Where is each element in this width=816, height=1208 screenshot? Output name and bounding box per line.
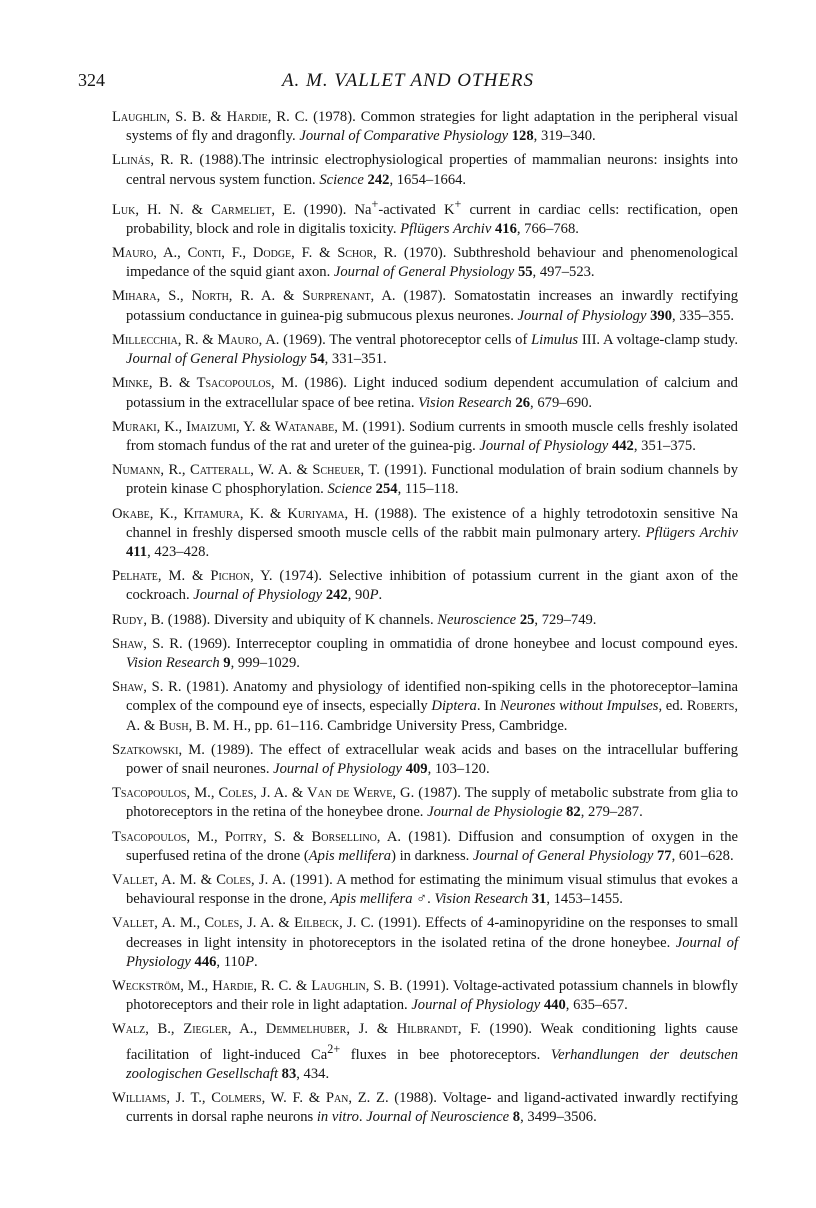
ref-volume: 83 xyxy=(281,1065,297,1082)
ref-volume: 442 xyxy=(611,437,634,454)
ref-volume: 242 xyxy=(367,171,390,188)
ref-text: (1969). Interreceptor coupling in ommatidia of drone honeybee and locust compound eyes. xyxy=(182,635,738,652)
ref-authors: Szatkowski, M. xyxy=(112,741,205,758)
ref-text: (1991). Sodium currents in smooth muscle cells freshly isolated from stomach fundus of the rat and ureter of the guinea-pig. xyxy=(126,418,738,454)
ref-volume: 409 xyxy=(405,760,428,777)
page-number: 324 xyxy=(78,70,105,90)
ref-text: (1974). Selective inhibition of potassium current in the giant axon of the cockroach. xyxy=(126,568,738,604)
ref-authors: Roberts, A. & Bush, B. M. H. xyxy=(126,698,738,734)
ref-volume: 416 xyxy=(494,220,517,237)
ref-authors: Laughlin, S. B. & Hardie, R. C. xyxy=(112,109,309,125)
ref-text: , 601–628. xyxy=(671,847,734,864)
ref-text: , 434. xyxy=(296,1065,330,1082)
reference-entry xyxy=(112,151,738,189)
ref-authors: Mihara, S., North, R. A. & Surprenant, A. xyxy=(112,288,396,305)
reference-entry xyxy=(112,108,738,146)
ref-text: fluxes in bee photoreceptors. xyxy=(340,1046,551,1063)
reference-entry xyxy=(112,871,738,909)
ref-superscript: 2+ xyxy=(327,1041,341,1056)
ref-text: , 103–120. xyxy=(427,760,490,777)
ref-text: , 635–657. xyxy=(565,997,628,1014)
ref-journal: Vision Research xyxy=(434,891,529,908)
ref-italic: Limulus xyxy=(531,331,579,348)
ref-text: , 351–375. xyxy=(633,437,696,454)
ref-text: (1978). Common strategies for light adaptation in the peripheral visual systems of fly and dragonfly. xyxy=(126,109,738,145)
ref-text: , pp. 61–116. Cambridge University Press, Cambridge. xyxy=(247,717,568,734)
ref-text: , 335–355. xyxy=(671,307,735,324)
reference-entry xyxy=(112,195,738,239)
reference-entry xyxy=(112,1020,738,1083)
ref-text: III. A voltage-clamp study. xyxy=(578,331,739,348)
ref-volume: 8 xyxy=(512,1109,521,1126)
ref-journal: Journal of General Physiology xyxy=(333,264,515,281)
reference-entry xyxy=(112,244,738,282)
ref-journal: Journal of Physiology xyxy=(479,437,609,454)
ref-volume: 242 xyxy=(325,587,348,604)
ref-authors: Vallet, A. M. & Coles, J. A. xyxy=(112,871,286,888)
ref-authors: Llinás, R. R. xyxy=(112,152,194,169)
ref-volume: 26 xyxy=(515,394,531,411)
ref-authors: Tsacopoulos, M., Poitry, S. & Borsellino, A. xyxy=(112,828,402,845)
ref-superscript: + xyxy=(371,196,379,211)
ref-text: (1988). The existence of a highly tetrodotoxin sensitive Na channel in freshly dispersed smooth muscle cells of the rabbit main pulmonary artery. xyxy=(126,505,738,541)
ref-text: (1981). Anatomy and physiology of identified non-spiking cells in the photoreceptor–lamina complex of the compound eye of insects, especially xyxy=(126,679,739,715)
ref-volume: 411 xyxy=(126,543,148,560)
ref-journal: Pflügers Archiv xyxy=(400,220,492,237)
ref-volume: 82 xyxy=(566,804,581,821)
ref-volume: 31 xyxy=(531,891,547,908)
ref-text: (1987). Somatostatin increases an inwardly rectifying potassium conductance in guinea-pig submucous plexus neurones. xyxy=(126,288,738,324)
ref-authors: Okabe, K., Kitamura, K. & Kuriyama, H. xyxy=(112,505,369,522)
ref-journal: Pflügers Archiv xyxy=(645,524,738,541)
ref-volume: 390 xyxy=(650,307,672,324)
ref-volume: 446 xyxy=(194,953,217,970)
ref-authors: Shaw, S. R. xyxy=(112,635,183,652)
ref-text: , 729–749. xyxy=(534,611,597,628)
ref-authors: Rudy, B. xyxy=(112,611,165,628)
ref-italic: in vitro xyxy=(316,1109,359,1126)
ref-volume: 128 xyxy=(511,128,534,145)
ref-text: ) in darkness. xyxy=(391,847,473,864)
ref-text: , 999–1029. xyxy=(230,654,300,671)
ref-text: , 90 xyxy=(347,587,370,604)
ref-text: (1990). Weak conditioning lights cause facilitation of light-induced Ca xyxy=(126,1021,739,1063)
ref-superscript: + xyxy=(454,196,462,211)
ref-journal: Verhandlungen der deutschen zoologischen Gesellschaft xyxy=(126,1046,739,1082)
ref-journal: Journal of Physiology xyxy=(193,587,323,604)
ref-italic: Apis mellifera ♂ xyxy=(330,891,428,908)
ref-authors: Tsacopoulos, M., Coles, J. A. & Van de Werve, G. xyxy=(112,785,415,802)
ref-journal: Journal of General Physiology xyxy=(472,847,654,864)
ref-authors: Millecchia, R. & Mauro, A. xyxy=(112,331,280,348)
ref-authors: Muraki, K., Imaizumi, Y. & Watanabe, M. xyxy=(112,418,359,435)
ref-authors: Pelhate, M. & Pichon, Y. xyxy=(112,568,273,585)
ref-text: (1991). Voltage-activated potassium channels in blowfly photoreceptors and their role in light adaptation. xyxy=(126,977,738,1014)
ref-journal: Journal of Neuroscience xyxy=(366,1109,510,1126)
reference-entry xyxy=(112,374,738,412)
ref-text: , 3499–3506. xyxy=(520,1109,597,1126)
ref-volume: 254 xyxy=(375,481,398,498)
ref-text: . xyxy=(358,1109,367,1126)
reference-entry xyxy=(112,635,738,673)
ref-journal: Journal of Physiology xyxy=(411,997,541,1014)
ref-italic: P xyxy=(369,587,379,604)
ref-text: (1986). Light induced sodium dependent accumulation of calcium and potassium in the extracellular space of bee retina. xyxy=(126,375,738,411)
ref-text: . xyxy=(378,587,383,604)
ref-volume: 440 xyxy=(543,997,566,1014)
reference-entry xyxy=(112,567,738,605)
running-head: A. M. VALLET AND OTHERS xyxy=(281,70,535,91)
ref-text: current in cardiac cells: rectification, open probability, block and role in digitalis toxicity. xyxy=(126,201,739,237)
ref-text: , 279–287. xyxy=(580,804,643,821)
ref-journal: Journal of Physiology xyxy=(126,934,739,970)
ref-journal: Science xyxy=(327,481,373,498)
ref-text: , 766–768. xyxy=(516,220,579,237)
ref-text: (1989). The effect of extracellular weak acids and bases on the intracellular buffering power of snail neurones. xyxy=(126,741,738,777)
reference-entry xyxy=(112,741,738,779)
reference-entry xyxy=(112,287,738,325)
reference-entry xyxy=(112,784,738,822)
ref-text: (1991). Functional modulation of brain sodium channels by protein kinase C phosphorylation. xyxy=(126,462,738,498)
ref-italic: P xyxy=(245,953,254,970)
ref-journal: Vision Research xyxy=(418,394,512,411)
ref-text: , 319–340. xyxy=(533,128,596,145)
reference-list xyxy=(112,108,738,1132)
ref-italic: Diptera xyxy=(431,698,477,715)
ref-authors: Shaw, S. R. xyxy=(112,679,182,696)
ref-text: , 1654–1664. xyxy=(389,171,467,188)
ref-text: (1990). Na xyxy=(295,201,372,218)
reference-entry xyxy=(112,331,738,369)
ref-text: -activated K xyxy=(378,201,455,218)
ref-authors: Mauro, A., Conti, F., Dodge, F. & Schor, R. xyxy=(112,245,398,262)
ref-authors: Vallet, A. M., Coles, J. A. & Eilbeck, J. C. xyxy=(112,915,375,932)
ref-text: , 497–523. xyxy=(532,264,595,281)
page-header xyxy=(78,70,738,96)
reference-entry xyxy=(112,611,738,630)
ref-text: (1988). Diversity and ubiquity of K channels. xyxy=(164,611,438,628)
ref-authors: Minke, B. & Tsacopoulos, M. xyxy=(112,375,298,392)
ref-journal: Science xyxy=(319,171,364,188)
ref-italic: Neurones without Impulses xyxy=(500,698,659,715)
ref-text: , 115–118. xyxy=(397,481,459,498)
ref-text: , 423–428. xyxy=(147,543,210,560)
ref-volume: 9 xyxy=(223,654,231,671)
ref-italic: Apis mellifera xyxy=(308,847,392,864)
reference-entry xyxy=(112,505,738,563)
ref-text: (1988).The intrinsic electrophysiological properties of mammalian neurons: insights into central nervous system function. xyxy=(126,152,738,188)
ref-text: , 1453–1455. xyxy=(546,891,623,908)
ref-authors: Luk, H. N. & Carmeliet, E. xyxy=(112,201,296,218)
ref-journal: Journal of Physiology xyxy=(273,760,403,777)
ref-volume: 54 xyxy=(310,351,325,368)
ref-text: (1970). Subthreshold behaviour and phenomenological impedance of the squid giant axon. xyxy=(126,245,738,281)
ref-text: (1991). Effects of 4-aminopyridine on the responses to small decreases in light intensity in photoreceptors in the isolated retina of the drone honeybee. xyxy=(126,915,738,951)
reference-entry xyxy=(112,678,738,736)
ref-text: (1991). A method for estimating the minimum visual stimulus that evokes a behavioural response in the drone, xyxy=(126,871,738,908)
ref-text: . In xyxy=(476,698,500,715)
ref-text: (1981). Diffusion and consumption of oxygen in the superfused retina of the drone ( xyxy=(126,828,738,864)
ref-authors: Williams, J. T., Colmers, W. F. & Pan, Z. Z. xyxy=(112,1089,389,1106)
ref-journal: Vision Research xyxy=(126,654,220,671)
ref-journal: Journal of General Physiology xyxy=(126,351,307,368)
ref-authors: Walz, B., Ziegler, A., Demmelhuber, J. & Hilbrandt, F. xyxy=(112,1021,481,1038)
reference-entry xyxy=(112,977,738,1015)
ref-text: (1987). The supply of metabolic substrate from glia to photoreceptors in the retina of the honeybee drone. xyxy=(126,785,738,821)
ref-journal: Neuroscience xyxy=(437,611,517,628)
ref-volume: 55 xyxy=(517,264,533,281)
reference-entry xyxy=(112,1089,738,1127)
ref-journal: Journal of Physiology xyxy=(517,307,647,324)
ref-volume: 77 xyxy=(656,847,672,864)
ref-volume: 25 xyxy=(519,611,535,628)
ref-authors: Numann, R., Catterall, W. A. & Scheuer, T. xyxy=(112,462,380,479)
ref-text: . xyxy=(253,953,258,970)
reference-entry xyxy=(112,828,738,866)
reference-entry xyxy=(112,461,738,499)
ref-journal: Journal of Comparative Physiology xyxy=(299,128,509,145)
reference-entry xyxy=(112,418,738,456)
ref-text: (1988). Voltage- and ligand-activated inwardly rectifying currents in dorsal raphe neurons xyxy=(126,1089,738,1126)
ref-text: (1969). The ventral photoreceptor cells of xyxy=(279,331,532,348)
ref-text: , 331–351. xyxy=(324,351,387,368)
ref-text: , 679–690. xyxy=(530,394,593,411)
reference-entry xyxy=(112,914,738,972)
ref-text: . xyxy=(427,891,435,908)
ref-text: , ed. xyxy=(658,698,687,715)
ref-journal: Journal de Physiologie xyxy=(427,804,563,821)
ref-text: , 110 xyxy=(216,953,246,970)
ref-authors: Weckström, M., Hardie, R. C. & Laughlin, S. B. xyxy=(112,977,403,994)
